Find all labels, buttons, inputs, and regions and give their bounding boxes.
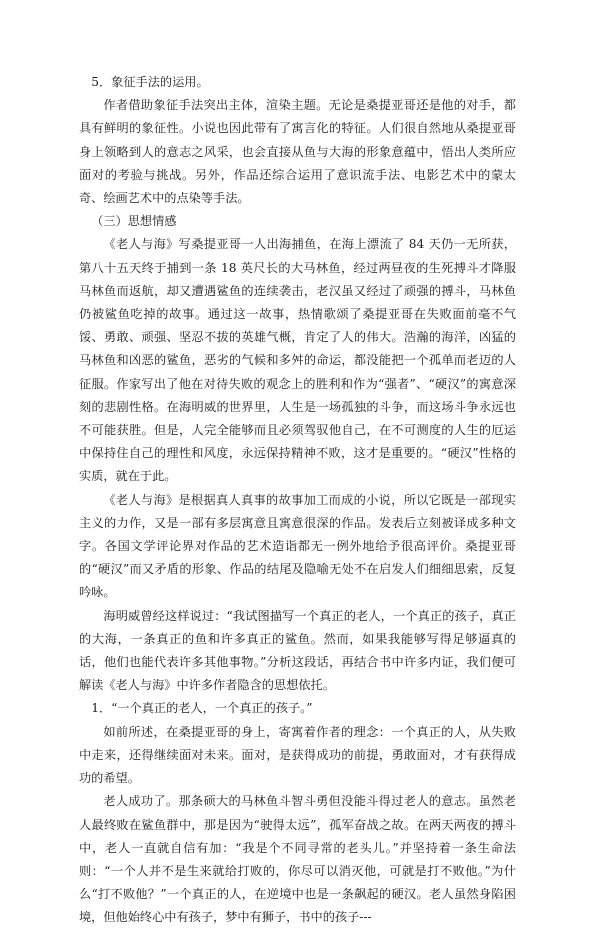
paragraph-realism: 《老人与海》是根据真人真事的故事加工而成的小说，所以它既是一部现实主义的力作，又是一部有多层寓意且寓意很深的作品。发表后立刻被译成多种文字。各国文学评论界对作品的艺术造诣都无一例外地给予很高评价。桑提亚哥的“硬汉”而又矛盾的形象、作品的结尾及隐喻无处不在启发人们细细思索，反复吟咏。 [79,492,516,600]
paragraph-hemingway-quote: 海明威曾经这样说过：“我试图描写一个真正的老人，一个真正的孩子，真正的大海，一条真正的鱼和许多真正的鲨鱼。然而，如果我能够写得足够逼真的话，他们也能代表许多其他事物。”分析这段话，再结合书中许多内证，我们便可解读《老人与海》中许多作者隐含的思想依托。 [79,608,516,693]
heading-symbolism: 5．象征手法的运用。 [91,75,209,89]
heading-real-old-man: 1．“一个真正的老人，一个真正的孩子。” [91,701,313,716]
paragraph-symbolism: 作者借助象征手法突出主体，渲染主题。无论是桑提亚哥还是他的对手，都具有鲜明的象征性。小说也因此带有了寓言化的特征。人们很自然地从桑提亚哥身上领略到人的意志之风采，也会直接从鱼与大海的形象意蕴中，悟出人类所应面对的考验与挑战。另外，作品还综合运用了意识流手法、电影艺术中的蒙太奇、绘画艺术中的点染等手法。 [79,98,516,206]
paragraph-as-mentioned: 如前所述，在桑提亚哥的身上，寄寓着作者的理念：一个真正的人，从失败中走来，还得继续面对未来。面对，是获得成功的前提，勇敢面对，才有获得成功的希望。 [79,724,516,786]
paragraph-story-summary: 《老人与海》写桑提亚哥一人出海捕鱼，在海上漂流了 84 天仍一无所获，第八十五天终于捕到一条 18 英尺长的大马林鱼，经过两昼夜的生死搏斗才降服马林鱼而返航，却又遭遇鲨鱼的连续袭击，老汉虽又经过了顽强的搏斗，马林鱼仍被鲨鱼吃掉的故事。通过这一故事，热情歌颂了桑提亚哥在失败面前毫不气馁、勇敢、顽强、坚忍不拔的英雄气概，肯定了人的伟大。浩瀚的海洋，凶猛的马林鱼和凶恶的鲨鱼，恶劣的气候和多舛的命运，都没能把一个孤单而老迈的人征服。作家写出了他在对待失败的观念上的胜利和作为“强者”、“硬汉”的寓意深刻的悲剧性格。在海明威的世界里，人生是一场孤独的斗争，而这场斗争永远也不可能获胜。但是，人完全能够而且必须驾驭他自己，在不可测度的人生的厄运中保持住自己的理性和风度，永远保持精神不败，这才是重要的。“硬汉”性格的实质，就在于此。 [79,237,516,484]
document-body [79,71,516,930]
paragraph-old-man-succeeded: 老人成功了。那条硕大的马林鱼斗智斗勇但没能斗得过老人的意志。虽然老人最终败在鲨鱼群中，那是因为“驶得太远”，孤军奋战之故。在两天两夜的搏斗中，老人一直就自信有加：“我是个不同寻常的老头儿。”并坚持着一条生命法则：“一个人并不是生来就给打败的，你尽可以消灭他，可就是打不败他。”为什么“打不败他？”一个真正的人，在逆境中也是一条飙起的硬汉。老人虽然身陷困境，但他始终心中有孩子，梦中有狮子，书中的孩子--- [79,794,516,925]
heading-thoughts-emotions: （三）思想情感 [91,214,177,229]
